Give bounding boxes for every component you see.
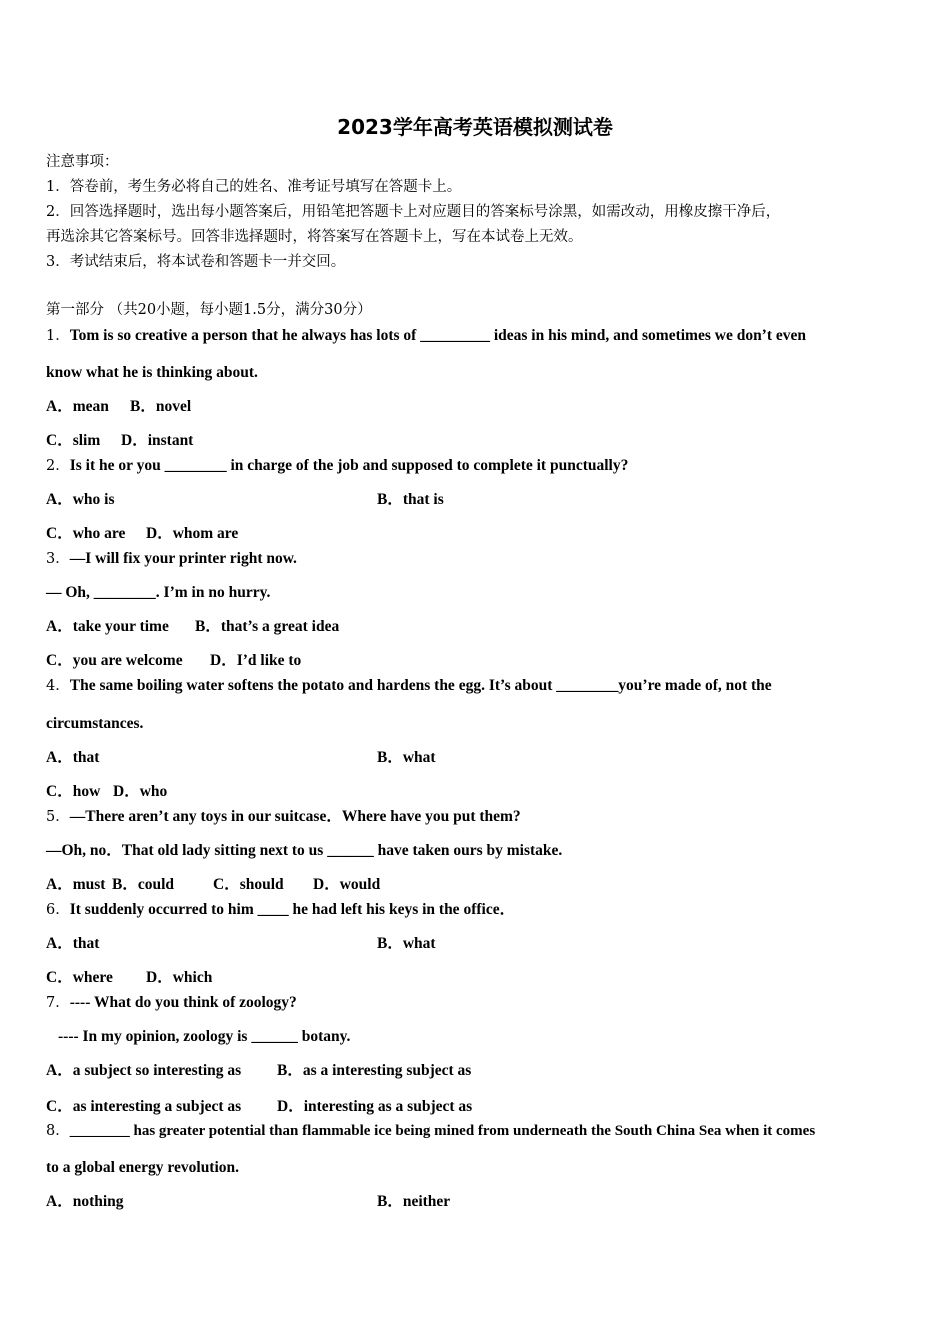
question-text: Tom is so creative a person that he always has lots of _________ ideas in his mind, and sometimes we don’t even	[69, 327, 807, 344]
section-header: 第一部分 （共20小题，每小题1.5分，满分30分）	[46, 302, 372, 318]
question-number: 1．	[46, 328, 70, 344]
question-6-option-d: D．which	[146, 969, 213, 986]
notes-block	[46, 150, 906, 275]
question-number: 8．	[46, 1123, 70, 1139]
question-2-option-a: A．who is	[46, 491, 115, 508]
question-1-stem-continued: know what he is thinking about.	[46, 364, 258, 381]
page-title: 2023学年高考英语模拟测试卷	[337, 115, 613, 139]
question-4-stem	[46, 676, 772, 696]
question-2-option-b: B．that is	[377, 491, 444, 508]
question-3-stem-continued: — Oh, ________. I’m in no hurry.	[46, 584, 271, 601]
notes-item: 1．答卷前，考生务必将自己的姓名、准考证号填写在答题卡上。	[46, 179, 462, 195]
question-5-option-d: D．would	[313, 876, 381, 893]
question-1-option-a: A．mean	[46, 398, 109, 415]
question-4-option-a: A．that	[46, 749, 100, 766]
question-1-stem	[46, 326, 806, 346]
question-number: 5．	[46, 809, 70, 825]
question-5-option-c: C．should	[213, 876, 284, 893]
question-7-option-b: B．as a interesting subject as	[277, 1062, 472, 1079]
question-6-option-c: C．where	[46, 969, 113, 986]
question-3-option-d: D．I’d like to	[210, 652, 302, 669]
question-3-option-b: B．that’s a great idea	[195, 618, 340, 635]
question-5-option-b: B．could	[112, 876, 175, 893]
question-7-stem	[46, 993, 297, 1013]
question-text: ---- What do you think of zoology?	[69, 994, 297, 1011]
question-text: —There aren’t any toys in our suitcase．Where have you put them?	[69, 808, 521, 825]
question-text: It suddenly occurred to him ____ he had left his keys in the office．	[69, 901, 516, 918]
question-7-option-d: D．interesting as a subject as	[277, 1098, 473, 1115]
question-6-option-a: A．that	[46, 935, 100, 952]
question-number: 3．	[46, 551, 70, 567]
question-4-option-c: C．how	[46, 783, 101, 800]
question-text: ________ has greater potential than flammable ice being mined from underneath the South China Sea when it comes	[69, 1123, 816, 1139]
question-text: Is it he or you ________ in charge of the job and supposed to complete it punctually?	[69, 457, 629, 474]
question-text: —I will fix your printer right now.	[69, 550, 297, 567]
question-2-stem	[46, 456, 628, 476]
notes-item: 3．考试结束后，将本试卷和答题卡一并交回。	[46, 254, 346, 270]
question-7-option-a: A．a subject so interesting as	[46, 1062, 242, 1079]
question-1-option-c: C．slim	[46, 432, 101, 449]
question-7-option-c: C．as interesting a subject as	[46, 1098, 242, 1115]
question-4-stem-continued: circumstances.	[46, 715, 144, 732]
question-4-option-b: B．what	[377, 749, 436, 766]
question-5-stem-continued: —Oh, no．That old lady sitting next to us ______ have taken ours by mistake.	[46, 842, 563, 859]
question-8-option-b: B．neither	[377, 1193, 451, 1210]
question-1-option-d: D．instant	[121, 432, 194, 449]
question-4-option-d: D．who	[113, 783, 168, 800]
question-5-option-a: A．must	[46, 876, 106, 893]
question-2-option-c: C．who are	[46, 525, 126, 542]
question-8-option-a: A．nothing	[46, 1193, 124, 1210]
question-6-option-b: B．what	[377, 935, 436, 952]
question-3-option-a: A．take your time	[46, 618, 169, 635]
question-3-option-c: C．you are welcome	[46, 652, 183, 669]
question-5-stem	[46, 807, 521, 827]
question-text: The same boiling water softens the potato and hardens the egg. It’s about ________you’re made of, not the	[69, 677, 772, 694]
notes-item: 再选涂其它答案标号。回答非选择题时，将答案写在答题卡上，写在本试卷上无效。	[46, 229, 583, 245]
question-8-stem-continued: to a global energy revolution.	[46, 1159, 240, 1176]
question-7-stem-continued: ---- In my opinion, zoology is ______ botany.	[58, 1028, 351, 1045]
question-number: 2．	[46, 458, 70, 474]
question-number: 4．	[46, 678, 70, 694]
notes-item: 2．回答选择题时，选出每小题答案后，用铅笔把答题卡上对应题目的答案标号涂黑，如需改动，用橡皮擦干净后，	[46, 204, 781, 220]
question-number: 6．	[46, 902, 70, 918]
notes-heading: 注意事项：	[46, 154, 119, 170]
question-2-option-d: D．whom are	[146, 525, 239, 542]
question-1-option-b: B．novel	[130, 398, 192, 415]
question-6-stem	[46, 900, 515, 920]
question-8-stem	[46, 1121, 815, 1141]
question-number: 7．	[46, 995, 70, 1011]
question-3-stem	[46, 549, 297, 569]
